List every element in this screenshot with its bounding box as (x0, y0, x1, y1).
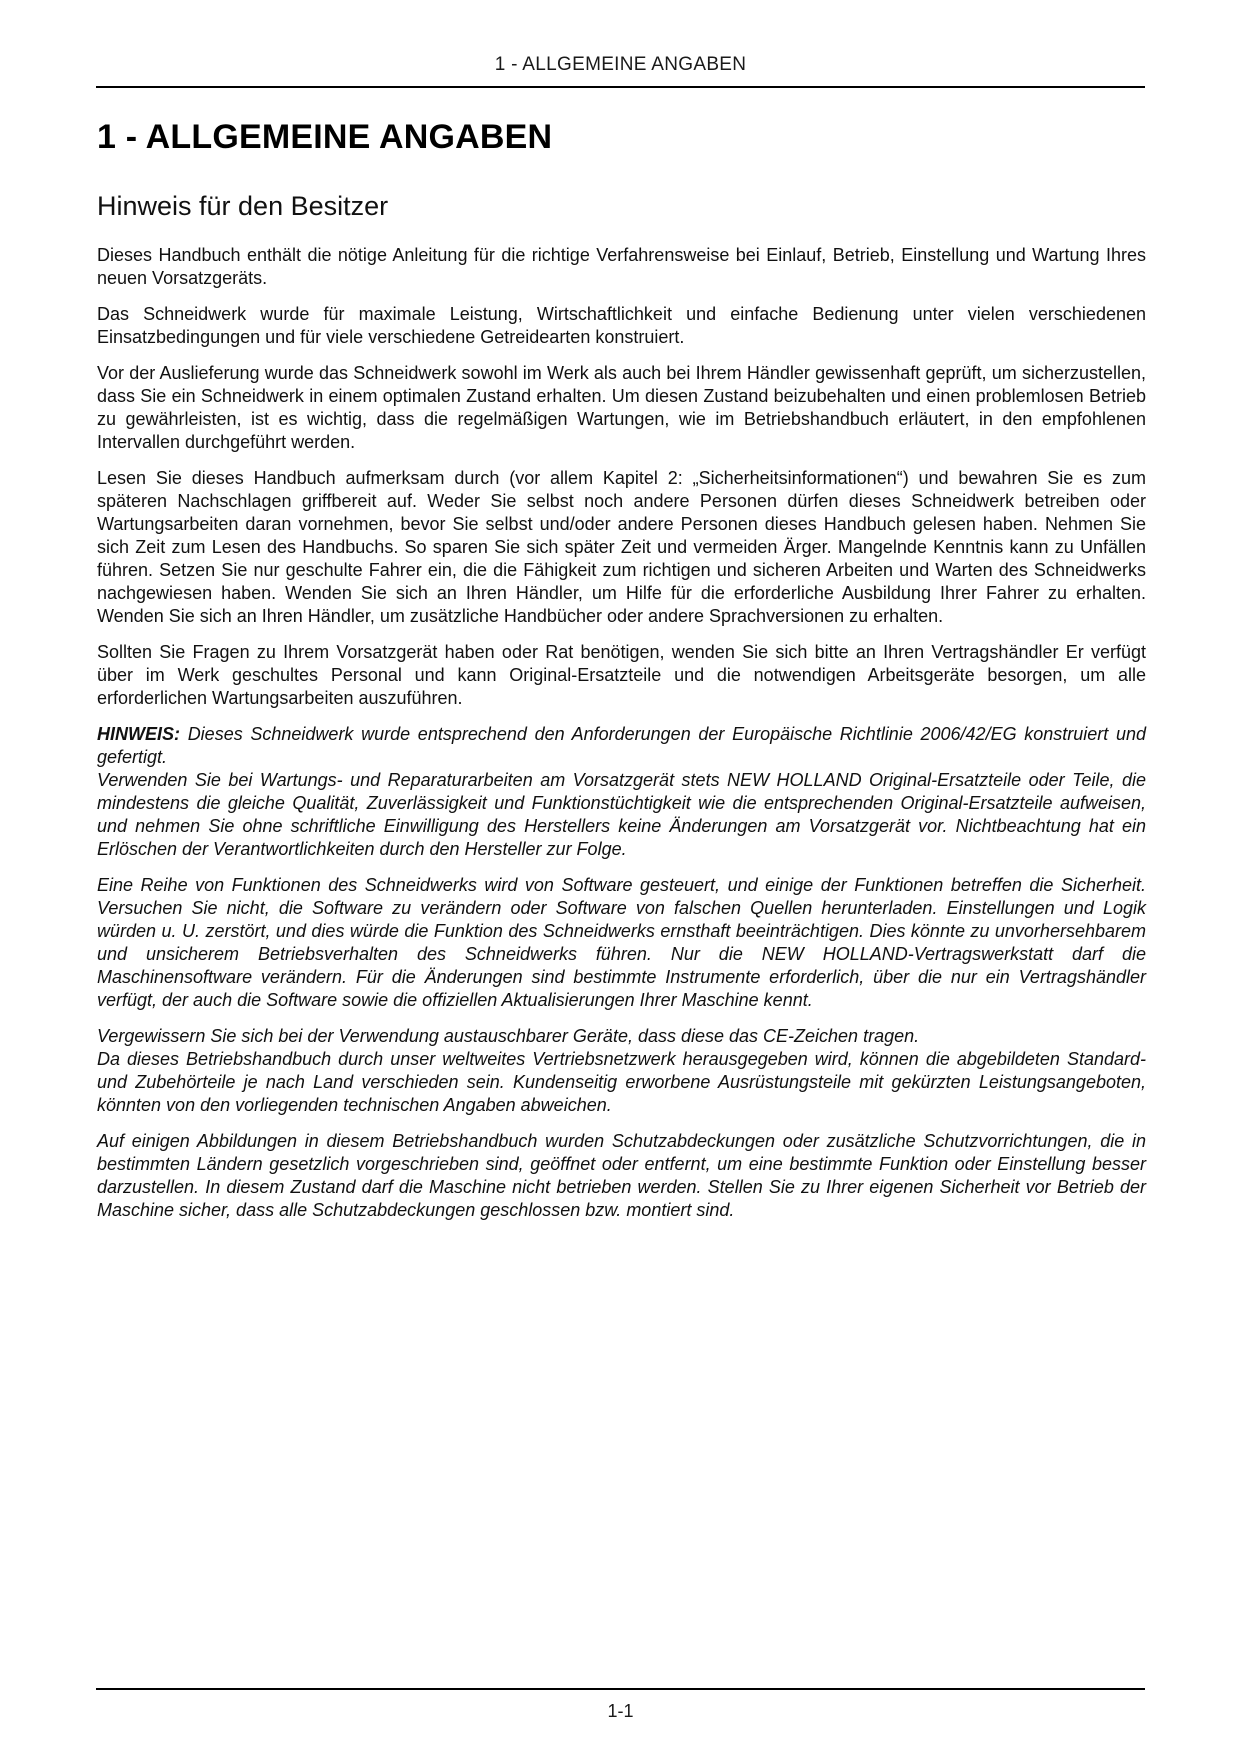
page-content (97, 118, 1146, 1222)
note-text-line1: Dieses Schneidwerk wurde entsprechend den Anforderungen der Europäische Richtlinie 2006/42/EG konstruiert und gefertigt. (97, 724, 1146, 767)
paragraph-8-line1: Vergewissern Sie sich bei der Verwendung austauschbarer Geräte, dass diese das CE-Zeichen tragen. (97, 1026, 920, 1046)
chapter-title: 1 - ALLGEMEINE ANGABEN (97, 118, 553, 156)
running-header: 1 - ALLGEMEINE ANGABEN (494, 54, 747, 75)
paragraph-8-line2: Da dieses Betriebshandbuch durch unser weltweites Vertriebsnetzwerk herausgegeben wird, können die abgebildeten Standard- und Zubehörteile je nach Land verschieden sein. Kundenseitig erworbene Ausrüstungsteile mit gekürzten Leistungsangeboten, könnten von den vorliegenden technischen Angaben abweichen. (97, 1049, 1146, 1115)
note-label: HINWEIS: (97, 724, 180, 744)
note-text-line2: Verwenden Sie bei Wartungs- und Reparaturarbeiten am Vorsatzgerät stets NEW HOLLAND Original-Ersatzteile oder Teile, die mindestens die gleiche Qualität, Zuverlässigkeit und Funktionstüchtigkeit wie die entsprechenden Original-Ersatzteile aufweisen, und nehmen Sie ohne schriftliche Einwilligung des Herstellers keine Änderungen am Vorsatzgerät vor. Nichtbeachtung hat ein Erlöschen der Verantwortlichkeiten durch den Hersteller zur Folge. (97, 770, 1146, 859)
header-rule (96, 86, 1145, 88)
paragraph-8 (97, 1025, 1146, 1117)
paragraph-1: Dieses Handbuch enthält die nötige Anleitung für die richtige Verfahrensweise bei Einlauf, Betrieb, Einstellung und Wartung Ihres neuen Vorsatzgeräts. (97, 245, 1146, 288)
footer-rule (96, 1688, 1145, 1690)
paragraph-7: Eine Reihe von Funktionen des Schneidwerks wird von Software gesteuert, und einige der Funktionen betreffen die Sicherheit. Versuchen Sie nicht, die Software zu verändern oder Software von falschen Quellen herunterladen. Einstellungen und Logik würden u. U. zerstört, und dies würde die Funktion des Schneidwerks ernsthaft beeinträchtigen. Dies könnte zu unvorhersehbarem und unsicherem Betriebsverhalten des Schneidwerks führen. Nur die NEW HOLLAND-Vertragswerkstatt darf die Maschinensoftware verändern. Für die Änderungen sind bestimmte Instrumente erforderlich, über die nur ein Vertragshändler verfügt, der auch die Software sowie die offiziellen Aktualisierungen Ihrer Maschine kennt. (97, 875, 1146, 1010)
paragraph-4: Lesen Sie dieses Handbuch aufmerksam durch (vor allem Kapitel 2: „Sicherheitsinformationen“) und bewahren Sie es zum späteren Nachschlagen griffbereit auf. Weder Sie selbst noch andere Personen dürfen dieses Schneidwerk betreiben oder Wartungsarbeiten daran vornehmen, bevor Sie selbst und/oder andere Personen dieses Handbuch gelesen haben. Nehmen Sie sich Zeit zum Lesen des Handbuchs. So sparen Sie sich später Zeit und vermeiden Ärger. Mangelnde Kenntnis kann zu Unfällen führen. Setzen Sie nur geschulte Fahrer ein, die die Fähigkeit zum richtigen und sicheren Arbeiten und Warten des Schneidwerks nachgewiesen haben. Wenden Sie sich an Ihren Händler, um Hilfe für die erforderliche Ausbildung Ihrer Fahrer zu erhalten. Wenden Sie sich an Ihren Händler, um zusätzliche Handbücher oder andere Sprachversionen zu erhalten. (97, 468, 1146, 626)
page-number: 1-1 (607, 1701, 634, 1721)
paragraph-2: Das Schneidwerk wurde für maximale Leistung, Wirtschaftlichkeit und einfache Bedienung unter vielen verschiedenen Einsatzbedingungen und für viele verschiedene Getreidearten konstruiert. (97, 304, 1146, 347)
paragraph-5: Sollten Sie Fragen zu Ihrem Vorsatzgerät haben oder Rat benötigen, wenden Sie sich bitte an Ihren Vertragshändler Er verfügt über im Werk geschultes Personal und kann Original-Ersatzteile und die notwendigen Arbeitsgeräte besorgen, um alle erforderlichen Wartungsarbeiten auszuführen. (97, 642, 1146, 708)
paragraph-9: Auf einigen Abbildungen in diesem Betriebshandbuch wurden Schutzabdeckungen oder zusätzliche Schutzvorrichtungen, die in bestimmten Ländern gesetzlich vorgeschrieben sind, geöffnet oder entfernt, um eine bestimmte Funktion oder Einstellung besser darzustellen. In diesem Zustand darf die Maschine nicht betrieben werden. Stellen Sie zu Ihrer eigenen Sicherheit vor Betrieb der Maschine sicher, dass alle Schutzabdeckungen geschlossen bzw. montiert sind. (97, 1131, 1146, 1220)
note-paragraph (97, 723, 1146, 861)
section-title: Hinweis für den Besitzer (97, 191, 389, 221)
paragraph-3: Vor der Auslieferung wurde das Schneidwerk sowohl im Werk als auch bei Ihrem Händler gewissenhaft geprüft, um sicherzustellen, dass Sie ein Schneidwerk in einem optimalen Zustand erhalten. Um diesen Zustand beizubehalten und einen problemlosen Betrieb zu gewährleisten, ist es wichtig, dass die regelmäßigen Wartungen, wie im Betriebshandbuch erläutert, in den empfohlenen Intervallen durchgeführt werden. (97, 363, 1146, 452)
